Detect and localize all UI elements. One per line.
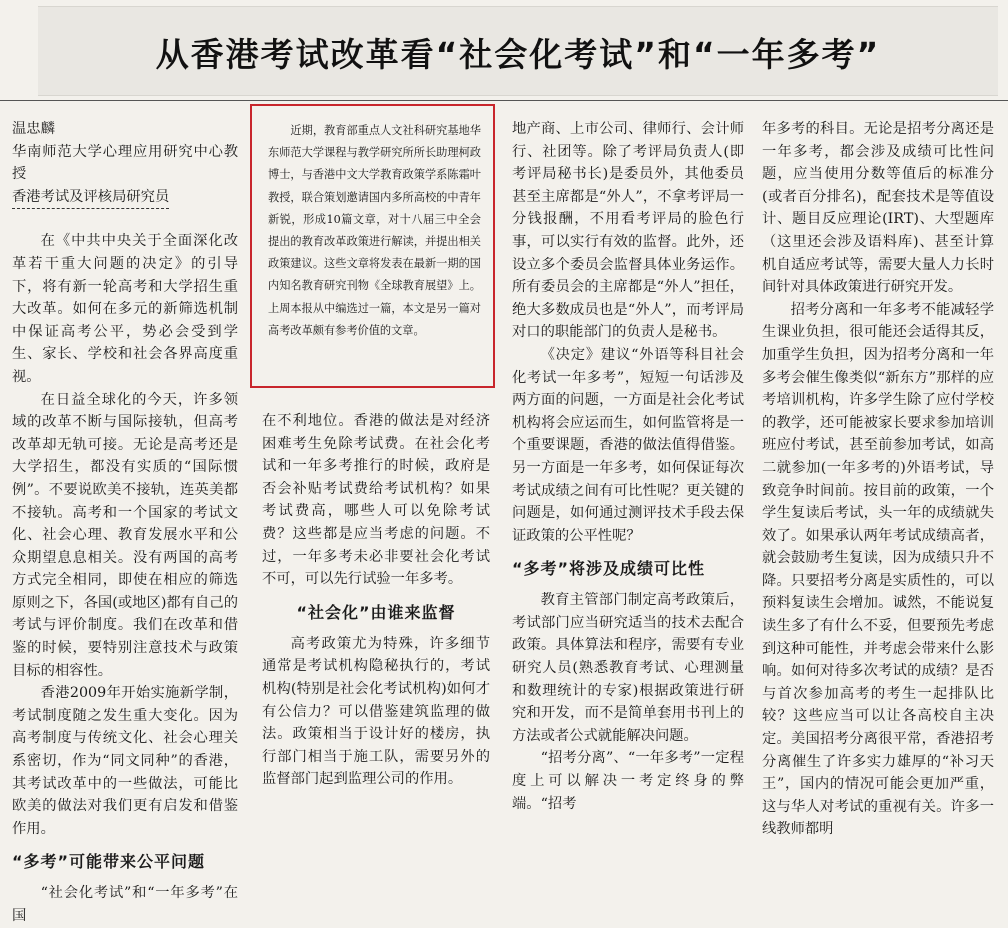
paragraph: 《决定》建议“外语等科目社会化考试一年多考”，短短一句话涉及两方面的问题，一方面是社会化考试机构将会应运而生，如何监管将是一个重要课题，香港的做法值得借鉴。另一方面是一年多考，如何保证每次考试成绩之间有可比性呢？更关键的问题是，如何通过测评技术手段去保证政策的公平性呢？ <box>512 346 744 544</box>
section-heading: “多考”可能带来公平问题 <box>12 852 206 872</box>
paragraph: 年多考的科目。无论是招考分离还是一年多考，都会涉及成绩可比性问题，应当使用分数等值后的标准分(或者百分排名)，配套技术是等值设计、题目反应理论(IRT)、大型题库（这里还会涉及语料库)、甚至计算机自适应考试等，需要大量人力长时间针对具体政策进行研究开发。 <box>762 121 994 296</box>
paragraph: 教育主管部门制定高考政策后，考试部门应当研究适当的技术去配合政策。具体算法和程序，需要有专业研究人员(熟悉教育考试、心理测量和数理统计的专家)根据政策进行研究和开发，而不是简单套用书刊上的方法或者公式就能解决问题。 <box>512 592 744 744</box>
paragraph: 香港2009年开始实施新学制，考试制度随之发生重大变化。因为高考制度与传统文化、社会心理关系密切，作为“同文同种”的香港，其考试改革中的一些做法，可能比欧美的做法对我们更有启发和借鉴作用。 <box>12 685 238 837</box>
editor-note: 近期，教育部重点人文社科研究基地华东师范大学课程与教学研究所所长助理柯政博士，与香港中文大学教育政策学系陈霜叶教授，联合策划邀请国内多所高校的中青年新锐，形成10篇文章，对十八届三中全会提出的教育改革政策进行解读，并提出相关政策建议。这些文章将发表在最新一期的国内知名教育研究刊物《全球教育展望》上。上周本报从中编选过一篇，本文是另一篇对高考改革颇有参考价值的文章。 <box>268 124 481 337</box>
author-name: 温忠麟 <box>12 121 55 137</box>
paragraph: “招考分离”、“一年多考”一定程度上可以解决一考定终身的弊端。“招考 <box>512 750 744 812</box>
headline-banner <box>38 6 998 96</box>
paragraph: 在日益全球化的今天，许多领域的改革不断与国际接轨，但高考改革却无轨可接。无论是高考还是大学招生，都没有实质的“国际惯例”。不要说欧美不接轨，连英美都不接轨。高考和一个国家的考试文化、社会心理、教育发展水平和公众期望息息相关。没有两国的高考方式完全相同，即使在相应的筛选原则之下，各国(或地区)都有自己的考试与评价制度。我们在改革和借鉴的时候，要特别注意技术与政策目标的相容性。 <box>12 391 238 679</box>
author-affiliation: 香港考试及评核局研究员 <box>12 186 169 210</box>
column-1 <box>12 118 238 928</box>
author-title: 华南师范大学心理应用研究中心教授 <box>12 143 238 183</box>
header-rule <box>0 100 1008 101</box>
paragraph: 高考政策尤为特殊，许多细节通常是考试机构隐秘执行的，考试机构(特别是社会化考试机构)如何才有公信力？可以借鉴建筑监理的做法。政策相当于设计好的楼房，执行部门相当于施工队，需要另外的监督部门起到监理公司的作用。 <box>262 635 490 788</box>
paragraph: 地产商、上市公司、律师行、会计师行、社团等。除了考评局负责人(即考评局秘书长)是委员外，其他委员甚至主席都是“外人”，不拿考评局一分钱报酬，不用看考评局的脸色行事，可以实行有效的监督。此外，还设立多个委员会监督具体业务运作。所有委员会的主席都是“外人”担任，绝大多数成员也是“外人”，而考评局对口的职能部门的负责人是秘书。 <box>512 121 744 341</box>
paragraph: 招考分离和一年多考不能减轻学生课业负担，很可能还会适得其反，加重学生负担，因为招考分离和一年多考会催生像类似“新东方”那样的应考培训机构，许多学生除了应付学校的教学，还可能被家长要求参加培训班应付考试，甚至前参加考试，如高二就参加(一年多考的)外语考试，导致竞争时间前。按目前的政策，一个学生复读后考试，头一年的成绩就失效了。如果承认两年考试成绩高者，就会鼓励考生复读，因为成绩只升不降。只要招考分离是实质性的，可以预料复读生会增加。诚然，不能说复读生多了有什么不妥，但要预先考虑到这种可能性，并考虑会带来什么影响。如何对待多次考试的成绩？是否与首次参加高考的考生一起排队比较？这些应当可以让各高校自主决定。美国招考分离很平常，香港招考分离催生了许多实力雄厚的“补习天王”，国内的情况可能会更加严重，这与华人对考试的重视有关。许多一线教师都明 <box>762 301 994 838</box>
paragraph: 在不利地位。香港的做法是对经济困难考生免除考试费。在社会化考试和一年多考推行的时候，政府是否会补贴考试费给考试机构？如果考试费高，哪些人可以免除考试费？这些都是应当考虑的问题。不过，一年多考未必非要社会化考试不可，可以先行试验一年多考。 <box>262 413 490 588</box>
section-heading: “社会化”由谁来监督 <box>296 602 456 622</box>
column-4 <box>762 118 994 841</box>
paragraph: “社会化考试”和“一年多考”在国 <box>12 885 238 924</box>
article-title: 从香港考试改革看“社会化考试”和“一年多考” <box>155 35 881 74</box>
section-heading: “多考”将涉及成绩可比性 <box>512 559 706 579</box>
column-2 <box>262 410 490 791</box>
paragraph: 在《中共中央关于全面深化改革若干重大问题的决定》的引导下，将有新一轮高考和大学招生重大改革。如何在多元的新筛选机制中保证高考公平，势必会受到学生、家长、学校和社会各界高度重视。 <box>12 233 238 385</box>
editor-note-box <box>250 104 495 388</box>
column-3 <box>512 118 744 815</box>
byline <box>12 118 238 209</box>
